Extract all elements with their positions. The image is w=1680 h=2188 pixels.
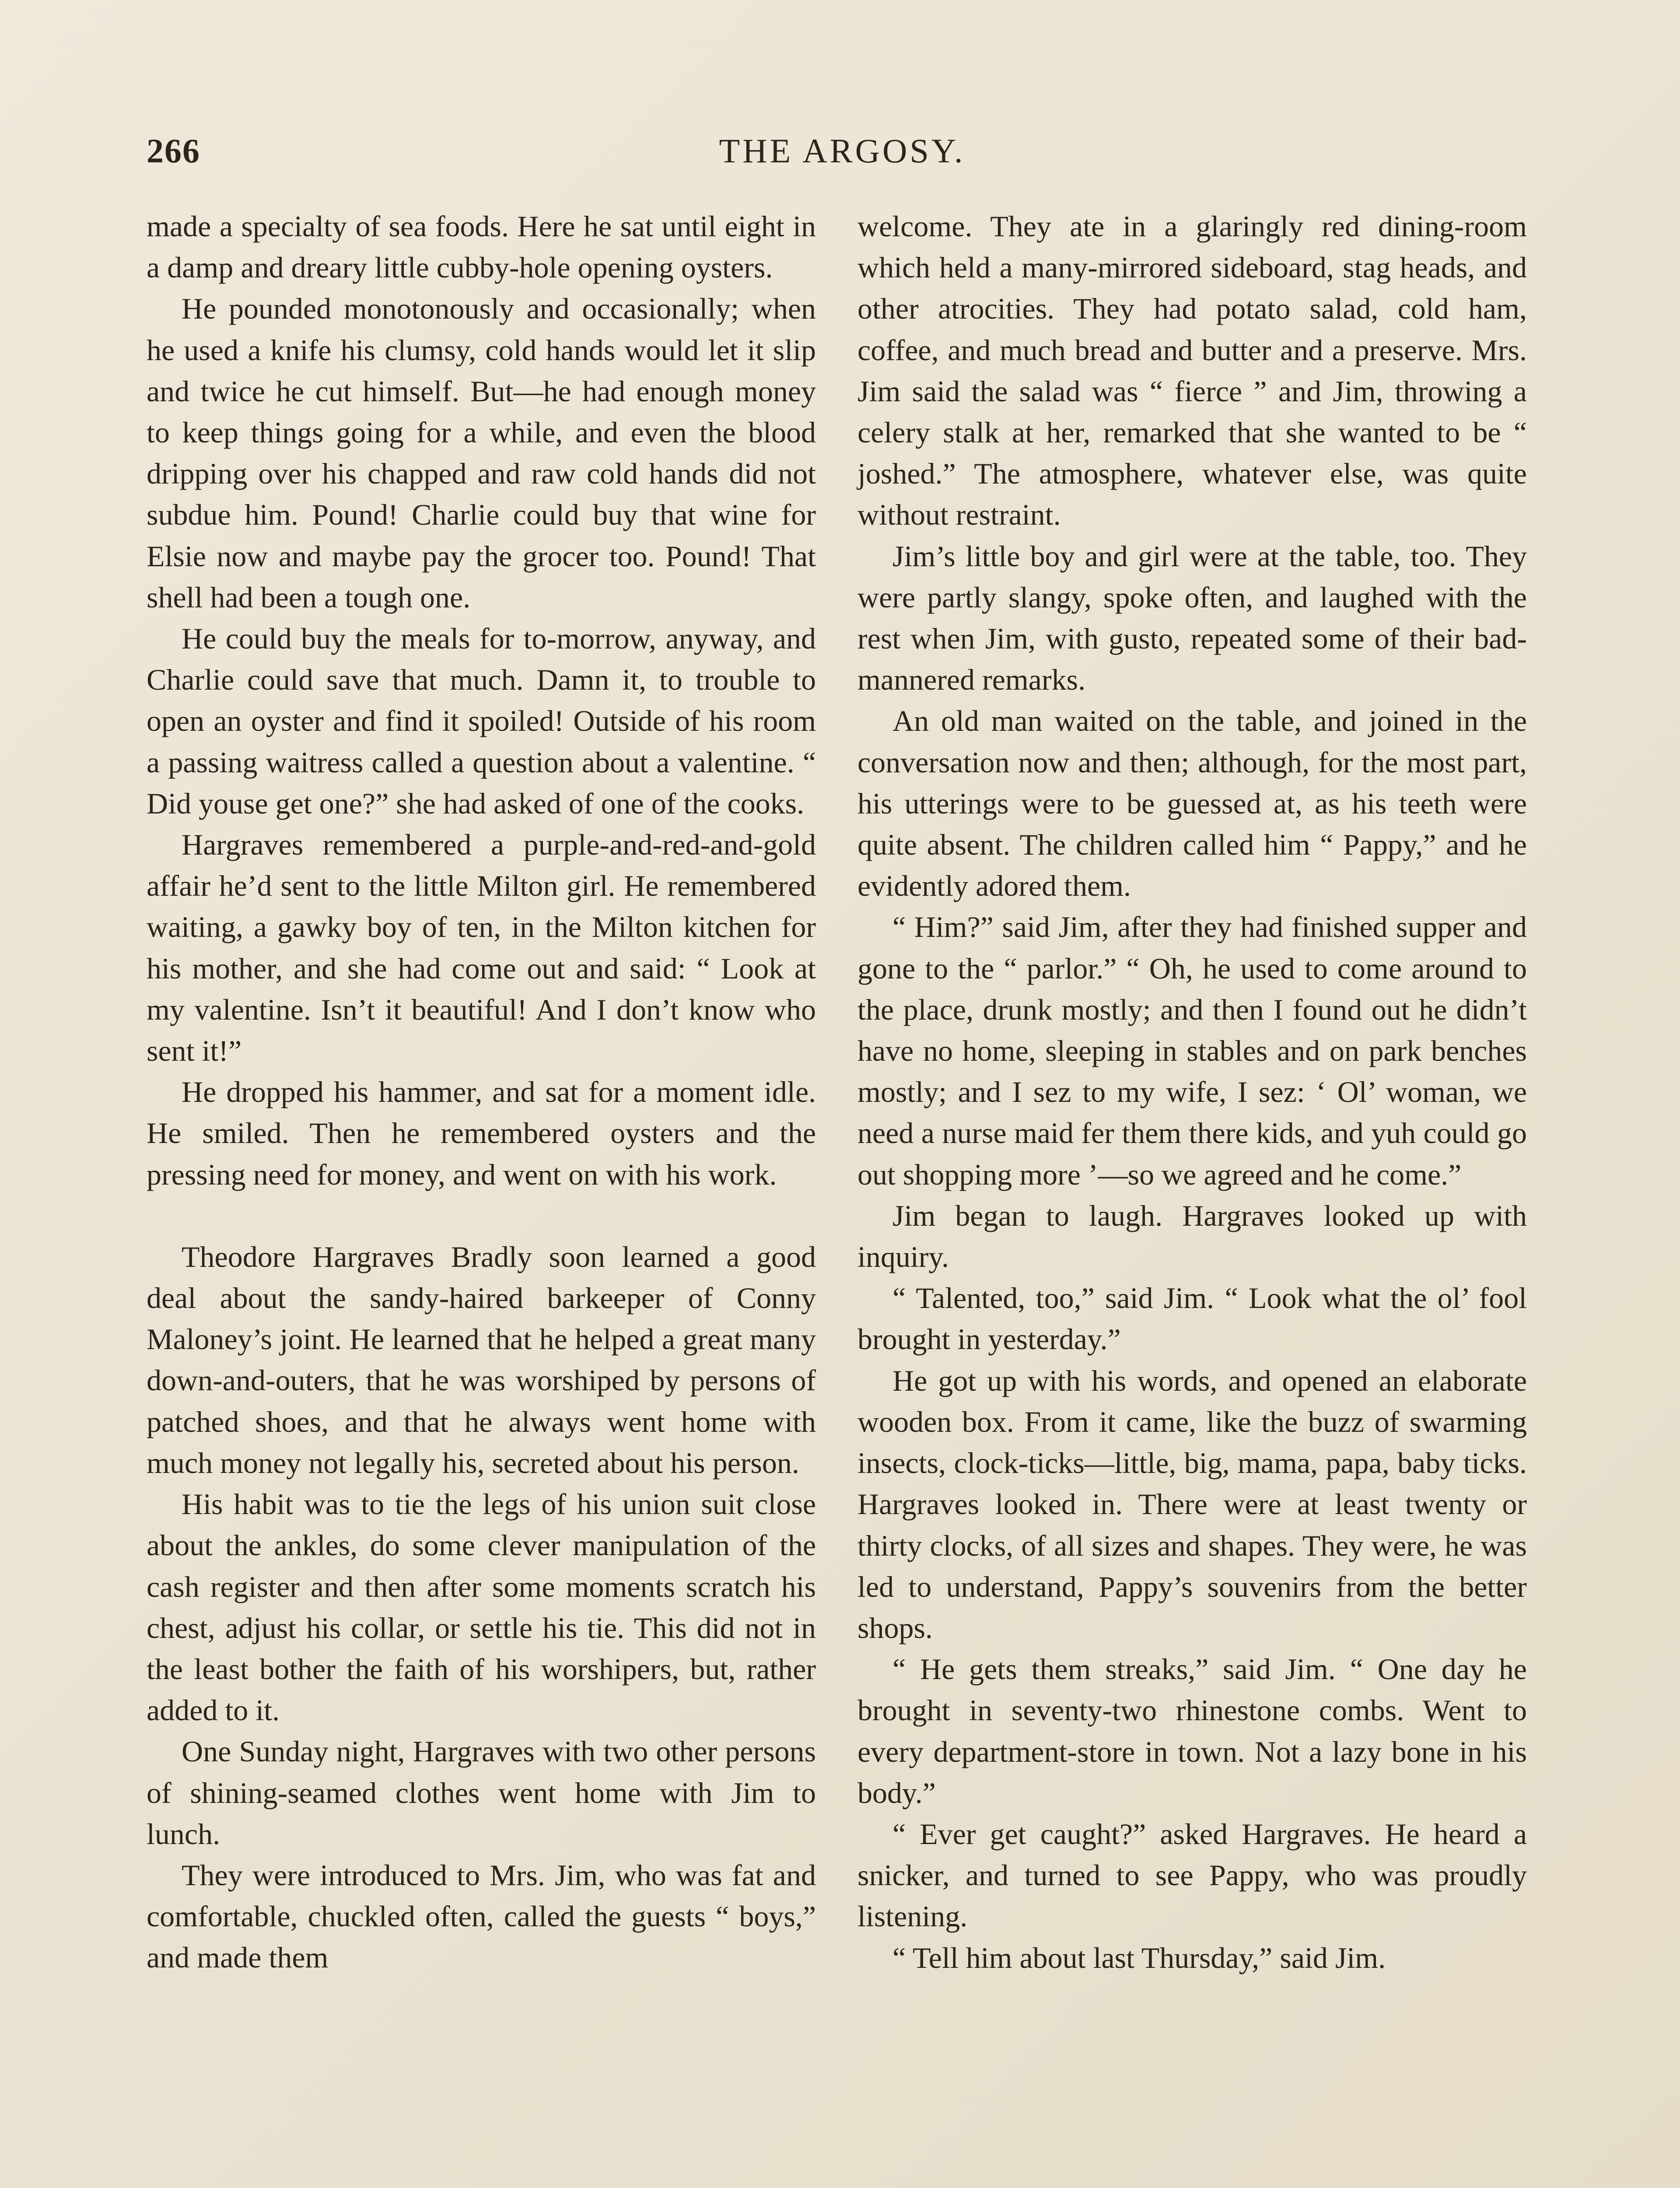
paragraph: Hargraves remembered a purple-and-red-and-gold affair he’d sent to the little Milton girl. He remembered waiting, a gawky boy of ten, in the Milton kitchen for his mother, and she had come out and said: “ Look at my valentine. Isn’t it beautiful! And I don’t know who sent it!” [147,828,816,1068]
paragraph: He dropped his hammer, and sat for a moment idle. He smiled. Then he remembered oysters and the pressing need for money, and went on with his work. [147,1075,816,1191]
paragraph: Jim began to laugh. Hargraves looked up with inquiry. [858,1199,1527,1274]
paragraph: made a specialty of sea foods. Here he sat until eight in a damp and dreary little cubby-hole opening oysters. [147,210,816,284]
page-number: 266 [147,132,200,170]
paragraph: welcome. They ate in a glaringly red dining-room which held a many-mirrored sideboard, stag heads, and other atrocities. They had potato salad, cold ham, coffee, and much bread and butter and a preserve. Mrs. Jim said the salad was “ fierce ” and Jim, throwing a celery stalk at her, remarked that she wanted to be “ joshed.” The atmosphere, whatever else, was quite without restraint. [858,210,1527,532]
paragraph: An old man waited on the table, and joined in the conversation now and then; although, for the most part, his utterings were to be guessed at, as his teeth were quite absent. The children called him “ Pappy,” and he evidently adored them. [858,704,1527,903]
paragraph: Jim’s little boy and girl were at the table, too. They were partly slangy, spoke often, and laughed with the rest when Jim, with gusto, repeated some of their bad-mannered remarks. [858,539,1527,697]
right-column [858,206,1527,1978]
paragraph: He pounded monotonously and occasionally; when he used a knife his clumsy, cold hands would let it slip and twice he cut himself. But—he had enough money to keep things going for a while, and even the blood dripping over his chapped and raw cold hands did not subdue him. Pound! Charlie could buy that wine for Elsie now and maybe pay the grocer too. Pound! That shell had been a tough one. [147,292,816,614]
paragraph: One Sunday night, Hargraves with two other persons of shining-seamed clothes went home with Jim to lunch. [147,1735,816,1851]
paragraph: “ Tell him about last Thursday,” said Jim. [892,1941,1386,1974]
paragraph: He got up with his words, and opened an elaborate wooden box. From it came, like the buzz of swarming insects, clock-ticks—little, big, mama, papa, baby ticks. Hargraves looked in. There were at least twenty or thirty clocks, of all sizes and shapes. They were, he was led to understand, Pappy’s souvenirs from the better shops. [858,1364,1527,1645]
paragraph: “ Ever get caught?” asked Hargraves. He heard a snicker, and turned to see Pappy, who was proudly listening. [858,1817,1527,1933]
paragraph: He could buy the meals for to-morrow, anyway, and Charlie could save that much. Damn it, to trouble to open an oyster and find it spoiled! Outside of his room a passing waitress called a question about a valentine. “ Did youse get one?” she had asked of one of the cooks. [147,622,816,820]
paragraph: “ He gets them streaks,” said Jim. “ One day he brought in seventy-two rhinestone combs. Went to every department-store in town. Not a lazy bone in his body.” [858,1652,1527,1809]
running-title: THE ARGOSY. [719,132,966,170]
page-header [147,131,1538,179]
paragraph: Theodore Hargraves Bradly soon learned a good deal about the sandy-haired barkeeper of Conny Maloney’s joint. He learned that he helped a great many down-and-outers, that he was worshiped by persons of patched shoes, and that he always went home with much money not legally his, secreted about his person. [147,1240,816,1480]
paragraph: They were introduced to Mrs. Jim, who was fat and comfortable, chuckled often, called the guests “ boys,” and made them [147,1858,816,1974]
paragraph: “ Talented, too,” said Jim. “ Look what the ol’ fool brought in yesterday.” [858,1281,1527,1356]
paragraph: “ Him?” said Jim, after they had finished supper and gone to the “ parlor.” “ Oh, he used to come around to the place, drunk mostly; and then I found out he didn’t have no home, sleeping in stables and on park benches mostly; and I sez to my wife, I sez: ‘ Ol’ woman, we need a nurse maid fer them there kids, and yuh could go out shopping more ’—so we agreed and he come.” [858,910,1527,1191]
left-column [147,206,816,1978]
paragraph: His habit was to tie the legs of his union suit close about the ankles, do some clever manipulation of the cash register and then after some moments scratch his chest, adjust his collar, or settle his tie. This did not in the least bother the faith of his worshipers, but, rather added to it. [147,1487,816,1727]
